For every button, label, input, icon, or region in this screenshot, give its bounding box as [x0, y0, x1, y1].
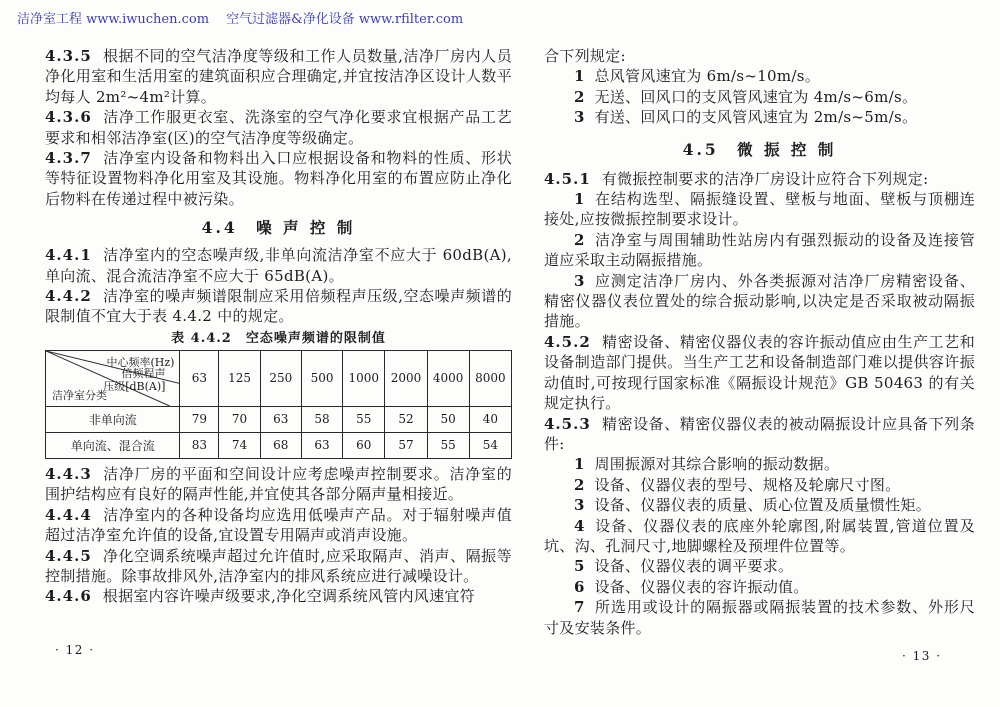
clause-4-5-3: [544, 414, 975, 455]
item-text: 洁净室与周围辅助性站房内有强烈振动的设备及连接管道应采取主动隔振措施。: [544, 230, 975, 270]
clause-number: 4.4.4: [45, 505, 92, 524]
table-caption: 表 4.4.2 空态噪声频谱的限制值: [171, 330, 386, 346]
noise-value-cell: 58: [301, 406, 342, 432]
clause-number: 4.4.2: [45, 287, 92, 306]
item-number: 5: [574, 557, 586, 576]
noise-value-cell: 55: [343, 406, 385, 432]
clause-4-3-7: [45, 148, 512, 209]
clause-4-3-5: [45, 46, 512, 107]
item-text: 有送、回风口的支风管风速宜为 2m/s~5m/s。: [594, 108, 918, 127]
table-row-unidirectional-mixed: [46, 432, 512, 458]
freq-header-cell: 63: [180, 350, 219, 406]
noise-limit-table: [45, 350, 512, 459]
item-text: 无送、回风口的支风管风速宜为 4m/s~6m/s。: [594, 87, 918, 106]
table-row-non-unidirectional: [46, 406, 512, 432]
noise-value-cell: 57: [385, 432, 427, 458]
item-number: 2: [574, 475, 586, 494]
clause-number: 4.5.3: [544, 414, 591, 433]
vibration-item-2: [544, 230, 975, 271]
freq-header-cell: 2000: [385, 350, 427, 406]
clause-text: 洁净室内设备和物料出入口应根据设备和物料的性质、形状等特征设置物料净化用室及其设施。物料净化用室的布置应防止净化后物料在传递过程中被污染。: [45, 149, 512, 208]
vibration-item-1: [544, 189, 975, 230]
condition-item-3: [544, 495, 975, 515]
clause-text: 有微振控制要求的洁净厂房设计应符合下列规定:: [601, 169, 929, 188]
clause-number: 4.4.5: [45, 546, 92, 565]
noise-value-cell: 63: [301, 432, 342, 458]
noise-value-cell: 68: [260, 432, 301, 458]
clause-text: 洁净室内的空态噪声级,非单向流洁净室不应大于 60dB(A),单向流、混合流洁净室不应大于 65dB(A)。: [45, 246, 512, 285]
page-13: [544, 46, 975, 638]
page-number-left: · 12 ·: [55, 643, 95, 657]
corner-label-frequency: 中心频率(Hz): [106, 355, 175, 369]
clause-4-4-5: [45, 546, 512, 587]
item-text: 设备、仪器仪表的型号、规格及轮廓尺寸图。: [594, 475, 901, 494]
noise-value-cell: 52: [385, 406, 427, 432]
item-text: 设备、仪器仪表的调平要求。: [594, 557, 794, 576]
duct-item-2: [544, 87, 975, 107]
item-text: 在结构选型、隔振缝设置、壁板与地面、壁板与顶棚连接处,应按微振控制要求设计。: [544, 190, 975, 229]
table-header-row: [46, 350, 512, 406]
watermark-header: 洁净室工程 www.iwuchen.com 空气过滤器&净化设备 www.rfilter.com: [17, 12, 464, 27]
clause-number: 4.4.6: [45, 587, 92, 606]
item-number: 3: [574, 108, 586, 127]
condition-item-2: [544, 475, 975, 495]
clause-number: 4.3.7: [45, 149, 92, 168]
item-text: 设备、仪器仪表的质量、质心位置及质量惯性矩。: [594, 496, 932, 515]
clause-4-3-6: [45, 107, 512, 148]
condition-item-1: [544, 454, 975, 474]
freq-header-cell: 125: [219, 350, 260, 406]
noise-value-cell: 70: [219, 406, 260, 432]
item-number: 3: [574, 271, 586, 290]
clause-number: 4.3.5: [45, 47, 92, 65]
clause-number: 4.4.1: [45, 246, 92, 265]
condition-item-5: [544, 556, 975, 576]
item-number: 7: [574, 598, 586, 617]
corner-label-room-class: 洁净室分类: [52, 388, 107, 402]
clause-4-4-3: [45, 464, 512, 505]
clause-4-4-2: [45, 286, 512, 327]
clause-text: 精密设备、精密仪器仪表的容许振动值应由生产工艺和设备制造部门提供。当生产工艺和设备制造部门难以提供容许振动值时,可按现行国家标准《隔振设计规范》GB 50463 的有关规定执行。: [544, 332, 975, 413]
item-number: 1: [574, 67, 586, 86]
noise-value-cell: 50: [427, 406, 469, 432]
noise-value-cell: 74: [219, 432, 260, 458]
clause-number: 4.4.3: [45, 464, 92, 483]
diagonal-header-cell: [46, 350, 180, 406]
condition-item-7: [544, 597, 975, 638]
section-heading-4-4: 4.4 噪 声 控 制: [201, 218, 356, 238]
page-12: [45, 46, 512, 607]
freq-header-cell: 500: [301, 350, 342, 406]
clause-number: 4.5.2: [544, 332, 591, 351]
corner-label-spl-line1: 倍频程声: [121, 366, 166, 380]
clause-number: 4.3.6: [45, 108, 92, 127]
section-heading-4-5: 4.5 微 振 控 制: [682, 139, 837, 159]
item-number: 1: [574, 190, 586, 209]
duct-item-1: [544, 66, 975, 86]
row-label-cell: 单向流、混合流: [46, 432, 180, 458]
corner-label-spl-line2: 压级[dB(A)]: [103, 380, 166, 394]
noise-value-cell: 83: [180, 432, 219, 458]
page-number-right: · 13 ·: [902, 649, 942, 663]
item-number: 1: [574, 455, 586, 474]
clause-text: 洁净工作服更衣室、洗涤室的空气净化要求宜根据产品工艺要求和相邻洁净室(区)的空气洁净度等级确定。: [45, 108, 512, 147]
condition-item-4: [544, 516, 975, 557]
corner-label-spl: [103, 367, 165, 394]
noise-value-cell: 60: [343, 432, 385, 458]
freq-header-cell: 4000: [427, 350, 469, 406]
clause-text: 精密设备、精密仪器仪表的被动隔振设计应具备下列条件:: [544, 414, 975, 453]
clause-text: 洁净室内的各种设备均应选用低噪声产品。对于辐射噪声值超过洁净室允许值的设备,宜设置专用隔声或消声设施。: [45, 505, 512, 545]
clause-number: 4.5.1: [544, 169, 591, 188]
item-text: 所选用或设计的隔振器或隔振装置的技术参数、外形尺寸及安装条件。: [544, 598, 975, 637]
item-text: 设备、仪器仪表的底座外轮廓图,附属装置,管道位置及坑、沟、孔洞尺寸,地脚螺栓及预埋件位置等。: [544, 516, 975, 555]
freq-header-cell: 250: [260, 350, 301, 406]
noise-value-cell: 40: [469, 406, 511, 432]
continuation-text: 合下列规定:: [544, 47, 626, 65]
item-text: 设备、仪器仪表的容许振动值。: [594, 577, 809, 596]
vibration-item-3: [544, 271, 975, 332]
noise-value-cell: 63: [260, 406, 301, 432]
noise-value-cell: 54: [469, 432, 511, 458]
item-text: 周围振源对其综合影响的振动数据。: [594, 455, 840, 474]
item-number: 2: [574, 87, 586, 106]
item-number: 4: [574, 516, 586, 535]
noise-value-cell: 79: [180, 406, 219, 432]
condition-item-6: [544, 577, 975, 597]
duct-item-3: [544, 107, 975, 127]
clause-4-4-4: [45, 505, 512, 546]
noise-value-cell: 55: [427, 432, 469, 458]
clause-text: 洁净厂房的平面和空间设计应考虑噪声控制要求。洁净室的围护结构应有良好的隔声性能,并宜使其各部分隔声量相接近。: [45, 464, 512, 504]
item-number: 6: [574, 577, 586, 596]
clause-4-4-6: [45, 586, 512, 606]
freq-header-cell: 8000: [469, 350, 511, 406]
clause-4-4-1: [45, 245, 512, 286]
row-label-cell: 非单向流: [46, 406, 180, 432]
item-number: 3: [574, 496, 586, 515]
item-text: 总风管风速宜为 6m/s~10m/s。: [594, 67, 821, 86]
clause-text: 根据不同的空气洁净度等级和工作人员数量,洁净厂房内人员净化用室和生活用室的建筑面积应合理确定,并宜按洁净区设计人数平均每人 2m²~4m²计算。: [45, 47, 512, 106]
clause-text: 洁净室的噪声频谱限制应采用倍频程声压级,空态噪声频谱的限制值不宜大于表 4.4.2 中的规定。: [45, 287, 512, 326]
item-text: 应测定洁净厂房内、外各类振源对洁净厂房精密设备、精密仪器仪表位置处的综合振动影响,以决定是否采取被动隔振措施。: [544, 271, 975, 331]
clause-4-5-2: [544, 332, 975, 414]
freq-header-cell: 1000: [343, 350, 385, 406]
clause-text: 根据室内容许噪声级要求,净化空调系统风管内风速宜符: [102, 587, 476, 606]
clause-4-5-1: [544, 169, 975, 189]
clause-text: 净化空调系统噪声超过允许值时,应采取隔声、消声、隔振等控制措施。除事故排风外,洁净室内的排风系统应进行减噪设计。: [45, 546, 512, 585]
item-number: 2: [574, 230, 586, 249]
